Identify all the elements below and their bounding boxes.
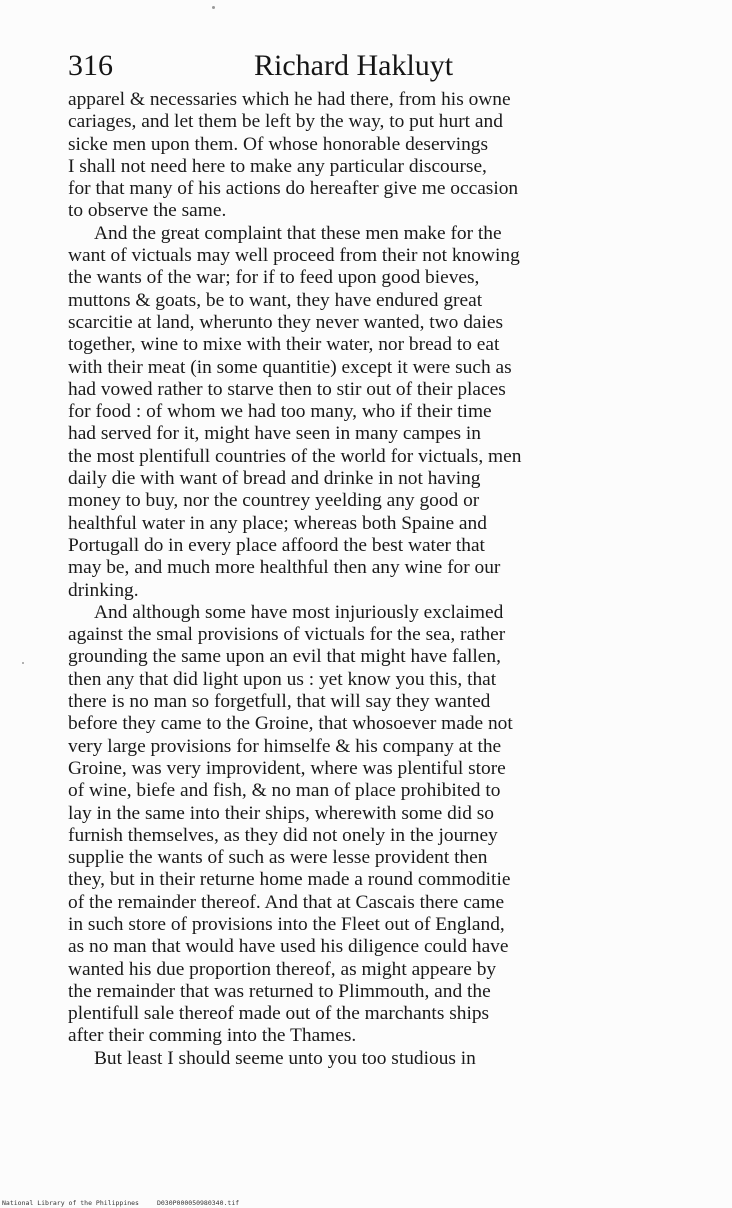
text-line: cariages, and let them be left by the way, to put hurt and	[68, 111, 503, 133]
text-line: supplie the wants of such as were lesse provident then	[68, 847, 488, 869]
paragraph-start-line: But least I should seeme unto you too studious in	[94, 1047, 476, 1069]
library-credit: National Library of the Philippines	[2, 1199, 139, 1207]
text-line: furnish themselves, as they did not onely in the journey	[68, 824, 498, 846]
text-line: apparel & necessaries which he had there, from his owne	[68, 89, 511, 110]
text-line: against the smal provisions of victuals for the sea, rather	[68, 624, 506, 646]
text-line: daily die with want of bread and drinke in not having	[68, 468, 481, 490]
text-line: for food : of whom we had too many, who if their time	[68, 401, 492, 423]
text-line: sicke men upon them. Of whose honorable deservings	[68, 133, 489, 155]
text-line: the remainder that was returned to Plimmouth, and the	[68, 980, 491, 1002]
text-line: I shall not need here to make any particular discourse,	[68, 155, 487, 177]
text-line: money to buy, nor the countrey yeelding any good or	[68, 490, 480, 512]
running-head: Richard Hakluyt	[254, 49, 454, 82]
text-line: had served for it, might have seen in many campes in	[68, 423, 482, 445]
text-line: they, but in their returne home made a round commoditie	[68, 869, 511, 891]
text-line: of wine, biefe and fish, & no man of place prohibited to	[68, 780, 501, 802]
text-line: want of victuals may well proceed from their not knowing	[68, 245, 520, 267]
text-line: lay in the same into their ships, wherewith some did so	[68, 802, 494, 824]
text-line: of the remainder thereof. And that at Cascais there came	[68, 891, 505, 913]
text-line: Groine, was very improvident, where was plentiful store	[68, 757, 506, 779]
text-line: muttons & goats, be to want, they have endured great	[68, 289, 483, 311]
text-line: had vowed rather to starve then to stir out of their places	[68, 378, 506, 400]
paragraph-start-line: And the great complaint that these men make for the	[94, 222, 502, 244]
text-line: together, wine to mixe with their water, nor bread to eat	[68, 334, 500, 356]
text-line: with their meat (in some quantitie) except it were such as	[68, 356, 512, 378]
text-line: the most plentifull countries of the world for victuals, men	[68, 445, 522, 467]
page-header	[68, 46, 688, 86]
scan-filename: D030P000050980340.tif	[156, 1199, 240, 1207]
scan-footer	[2, 1199, 239, 1207]
text-line: plentifull sale thereof made out of the marchants ships	[68, 1003, 490, 1025]
text-line: scarcitie at land, wherunto they never wanted, two daies	[68, 311, 504, 333]
page-number: 316	[68, 49, 113, 82]
text-line: healthful water in any place; whereas both Spaine and	[68, 512, 487, 534]
text-line: before they came to the Groine, that whosoever made not	[68, 713, 513, 735]
text-line: grounding the same upon an evil that might have fallen,	[68, 646, 501, 668]
text-line: wanted his due proportion thereof, as might appeare by	[68, 958, 497, 980]
paper-speck	[212, 6, 215, 9]
text-line: in such store of provisions into the Fleet out of England,	[68, 913, 505, 935]
text-line: as no man that would have used his diligence could have	[68, 936, 509, 958]
text-line: there is no man so forgetfull, that will say they wanted	[68, 691, 491, 713]
text-line: drinking.	[68, 579, 139, 601]
body-text	[68, 89, 688, 1070]
text-line: after their comming into the Thames.	[68, 1025, 357, 1047]
text-line: Portugall do in every place affoord the best water that	[68, 534, 485, 556]
text-line: then any that did light upon us : yet know you this, that	[68, 668, 497, 690]
paragraph-start-line: And although some have most injuriously exclaimed	[94, 601, 504, 623]
text-line: for that many of his actions do hereafter give me occasion	[68, 178, 519, 200]
text-line: may be, and much more healthful then any wine for our	[68, 557, 501, 579]
text-line: very large provisions for himselfe & his company at the	[68, 735, 502, 757]
text-line: to observe the same.	[68, 200, 227, 222]
paper-speck	[22, 662, 24, 664]
text-line: the wants of the war; for if to feed upon good bieves,	[68, 267, 480, 289]
